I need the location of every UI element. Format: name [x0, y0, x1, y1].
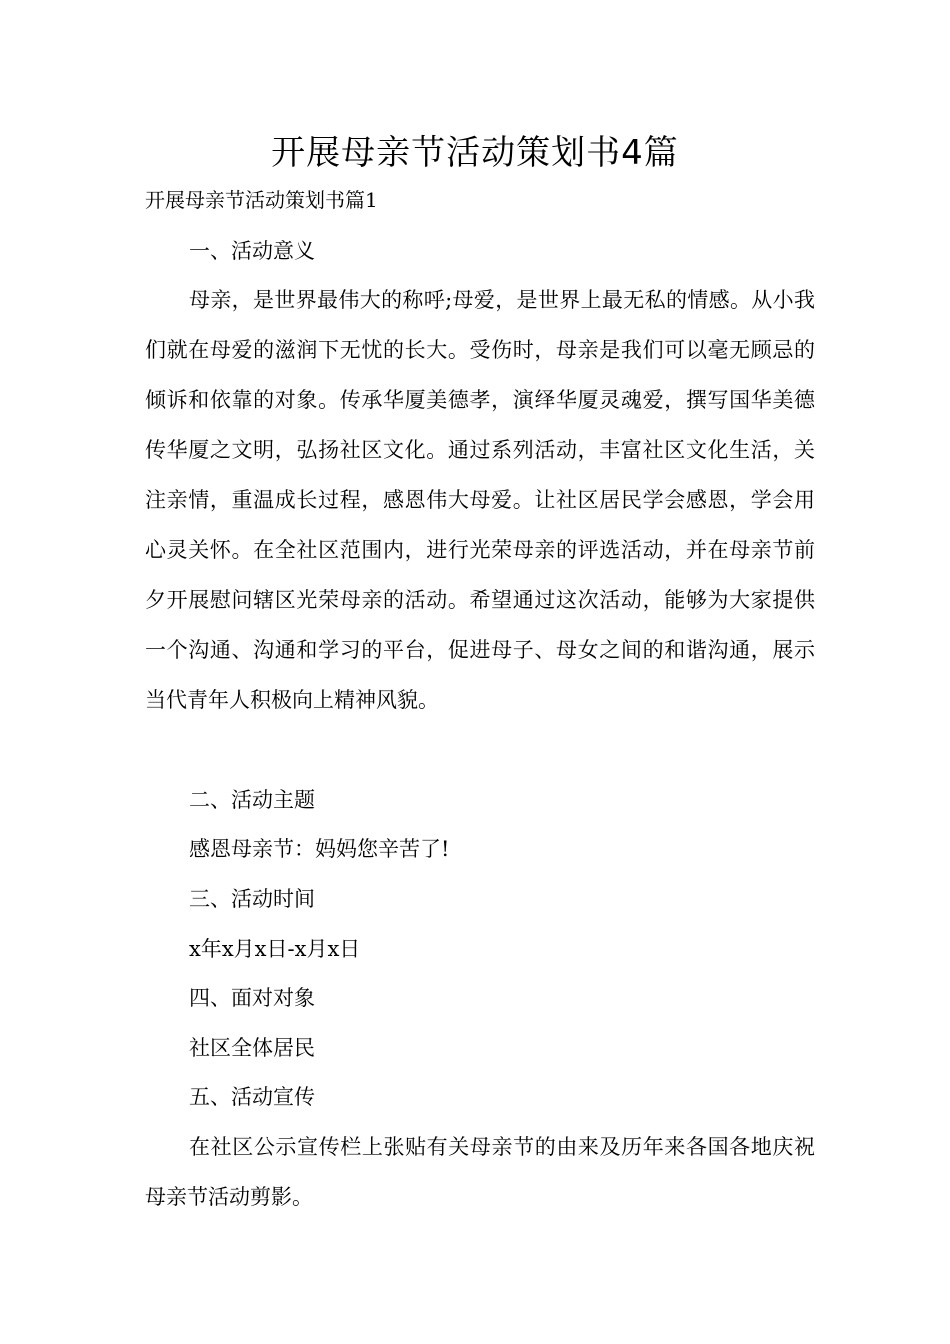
theme-text: 感恩母亲节：妈妈您辛苦了! [189, 837, 450, 861]
document-title: 开展母亲节活动策划书4篇 [271, 133, 679, 173]
section-heading-time: 三、活动时间 [189, 887, 315, 911]
document-subtitle: 开展母亲节活动策划书篇1 [145, 188, 378, 212]
paragraph-publicity: 在社区公示宣传栏上张贴有关母亲节的由来及历年来各国各地庆祝母亲节活动剪影。 [145, 1135, 815, 1209]
section-heading-audience: 四、面对对象 [189, 986, 315, 1010]
audience-text: 社区全体居民 [189, 1036, 315, 1060]
section-heading-theme: 二、活动主题 [189, 788, 315, 812]
paragraph-significance: 母亲，是世界最伟大的称呼;母爱，是世界上最无私的情感。从小我们就在母爱的滋润下无忧的长大。受伤时，母亲是我们可以毫无顾忌的倾诉和依靠的对象。传承华厦美德孝，演绎华厦灵魂爱，撰写国华美德传华厦之文明，弘扬社区文化。通过系列活动，丰富社区文化生活，关注亲情，重温成长过程，感恩伟大母爱。让社区居民学会感恩，学会用心灵关怀。在全社区范围内，进行光荣母亲的评选活动，并在母亲节前夕开展慰问辖区光荣母亲的活动。希望通过这次活动，能够为大家提供一个沟通、沟通和学习的平台，促进母子、母女之间的和谐沟通，展示当代青年人积极向上精神风貌。 [145, 288, 815, 712]
section-heading-publicity: 五、活动宣传 [189, 1085, 315, 1109]
time-text: x年x月x日-x月x日 [189, 937, 361, 961]
section-heading-significance: 一、活动意义 [189, 239, 315, 263]
